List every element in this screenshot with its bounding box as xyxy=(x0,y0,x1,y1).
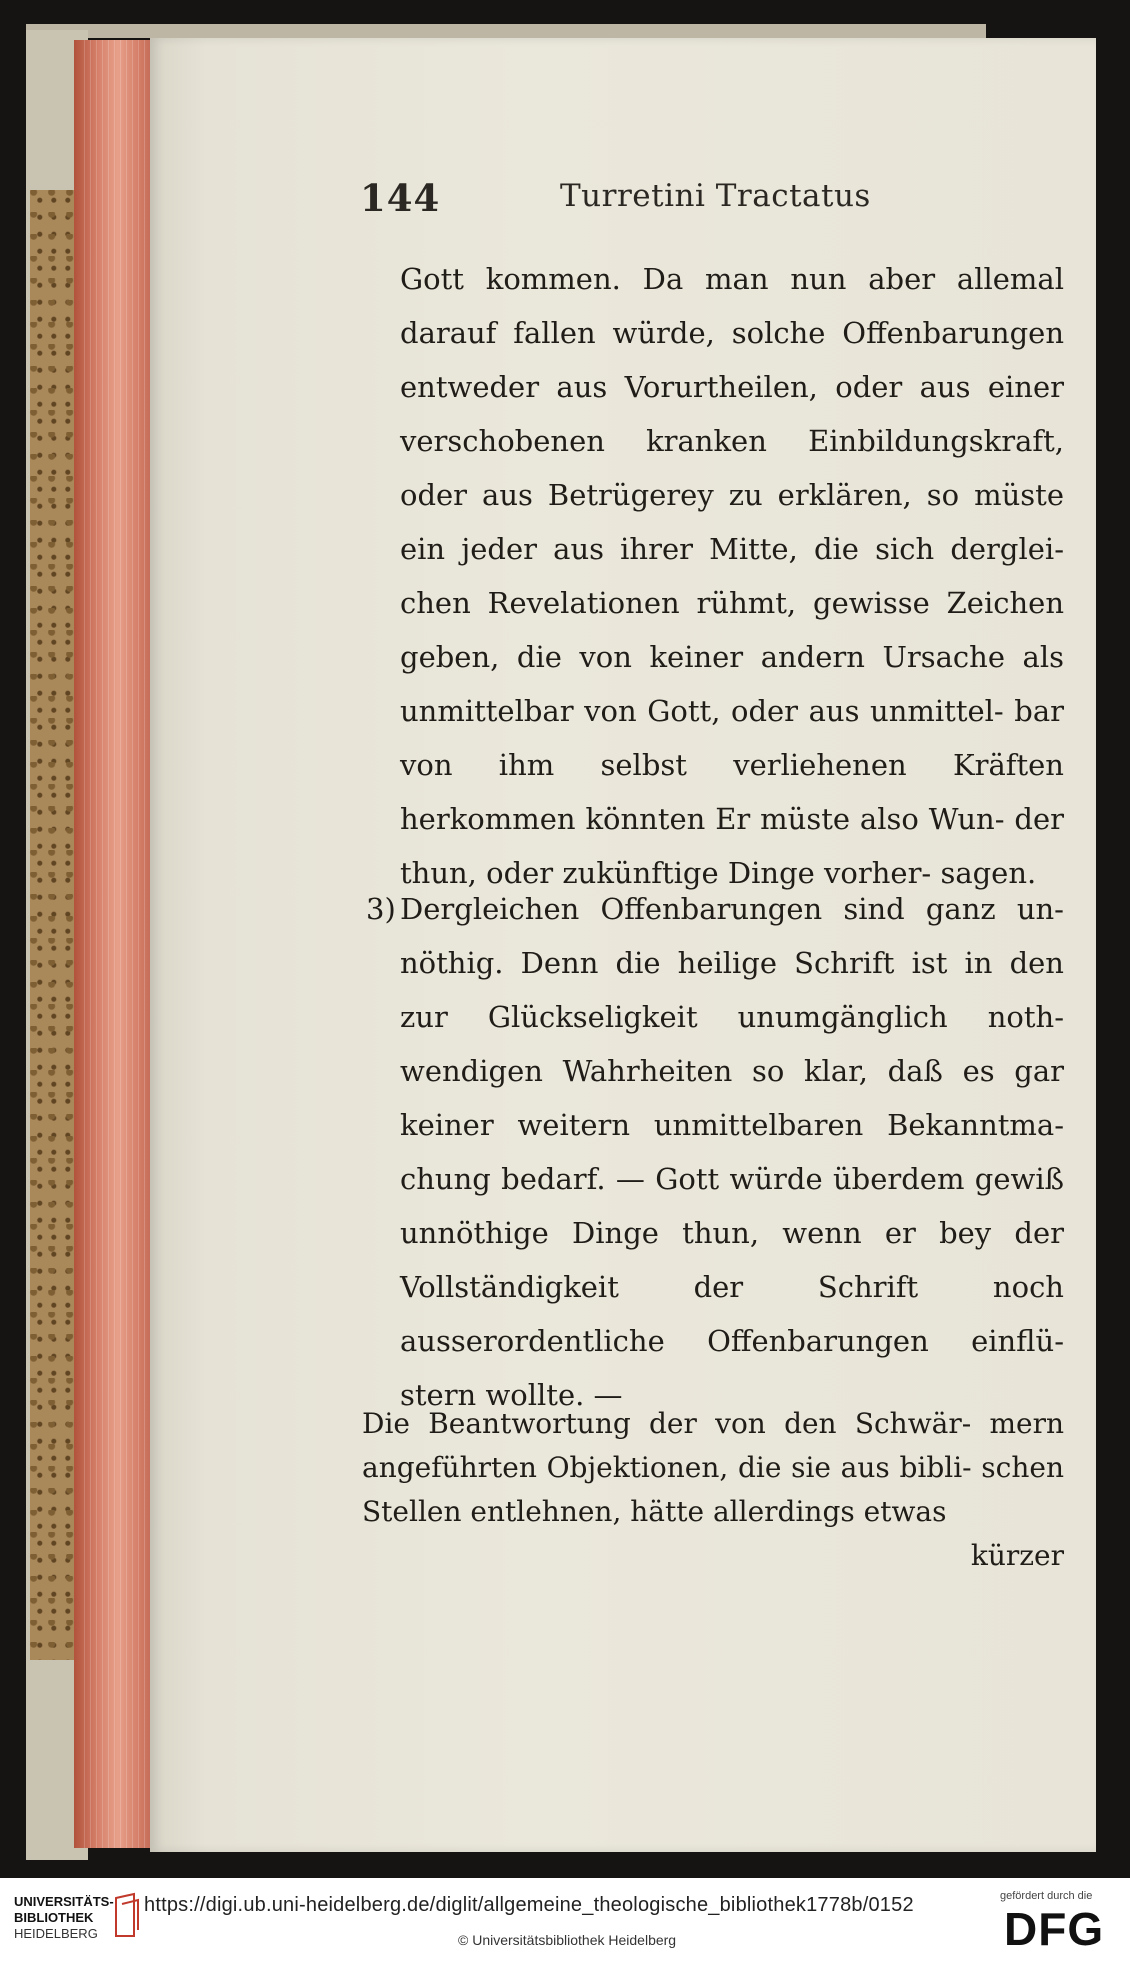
running-title: Turretini Tractatus xyxy=(560,178,871,214)
library-name-line3: HEIDELBERG xyxy=(14,1926,98,1941)
funding-note: gefördert durch die xyxy=(1000,1890,1093,1902)
library-name-line1: UNIVERSITÄTS- xyxy=(14,1894,114,1909)
page-header xyxy=(360,176,880,226)
catchword: kürzer xyxy=(970,1539,1064,1572)
footnote xyxy=(362,1402,1064,1578)
dfg-logo[interactable]: DFG xyxy=(1004,1903,1105,1955)
viewer-footer xyxy=(0,1878,1130,1961)
list-item-3 xyxy=(366,882,1064,1422)
marbled-cover-edge xyxy=(30,190,76,1660)
copyright-notice: © Universitätsbibliothek Heidelberg xyxy=(458,1932,677,1948)
library-logo[interactable] xyxy=(14,1894,124,1950)
page-number: 144 xyxy=(360,176,441,220)
list-item-text: Dergleichen Offenbarungen sind ganz un- nöthig. Denn die heilige Schrift ist in den zur Glückseligkeit unumgänglich noth- wendigen Wahrheiten so klar, daß es gar keiner weitern unmittelbaren Bekanntma- chung bedarf. — Gott würde überdem gewiß unnöthige Dinge thun, wenn er bey der Vollständigkeit der Schrift noch ausserordentliche Offenbarungen einflü- stern wollte. — xyxy=(400,892,1064,1412)
body-paragraph xyxy=(400,252,1064,900)
page-edge-lines xyxy=(84,40,146,1848)
paragraph-text: Gott kommen. Da man nun aber allemal darauf fallen würde, solche Offenbarungen entweder aus Vorurtheilen, oder aus einer verschobenen kranken Einbildungskraft, oder aus Betrügerey zu erklären, so müste ein jeder aus ihrer Mitte, die sich derglei- chen Revelationen rühmt, gewisse Zeichen geben, die von keiner andern Ursache als unmittelbar von Gott, oder aus unmittel- bar von ihm selbst verliehenen Kräften herkommen könnten Er müste also Wun- der thun, oder zukünftige Dinge vorher- sagen. xyxy=(400,262,1064,890)
library-name-line2: BIBLIOTHEK xyxy=(14,1910,94,1925)
library-mark-icon xyxy=(112,1890,142,1940)
permalink-url[interactable]: https://digi.ub.uni-heidelberg.de/diglit/allgemeine_theologische_bibliothek1778b/0152 xyxy=(144,1894,914,1916)
list-item-number: 3) xyxy=(366,892,396,926)
book-cover-top xyxy=(26,24,986,38)
footnote-text: Die Beantwortung der von den Schwär- mern angeführten Objektionen, die sie aus bibli- schen Stellen entlehnen, hätte allerdings etwas xyxy=(362,1407,1064,1528)
